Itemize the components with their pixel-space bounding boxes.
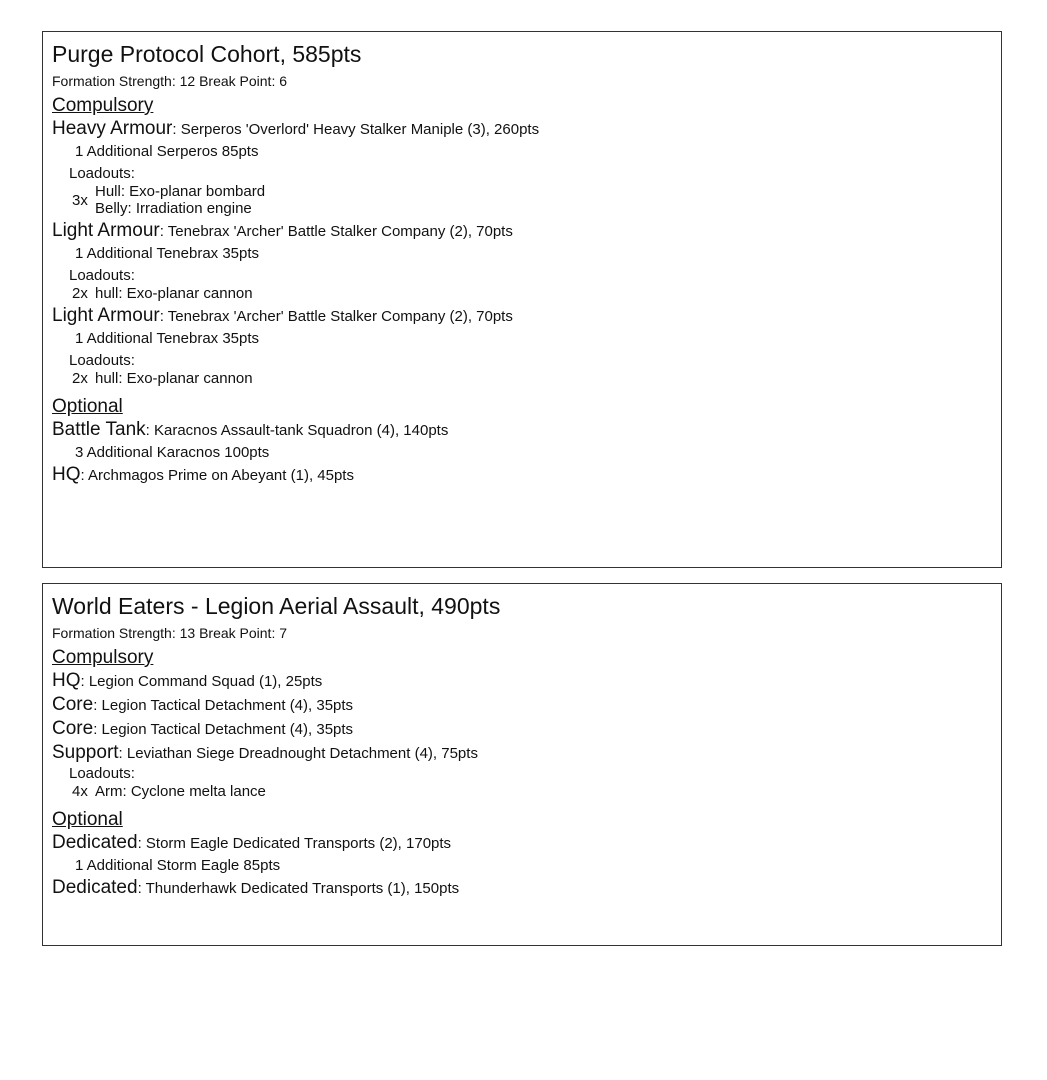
additional-units: 3 Additional Karacnos 100pts [75,444,270,461]
unit-description: : Tenebrax 'Archer' Battle Stalker Company (2), 70pts [159,308,513,325]
unit-entry [52,831,992,855]
loadouts-label: Loadouts: [69,267,135,284]
additional-units: 1 Additional Serperos 85pts [75,143,259,160]
formation-strength: Formation Strength: 12 Break Point: 6 [52,73,288,89]
formation-title: World Eaters - Legion Aerial Assault, 490pts [52,593,501,619]
loadout-items [95,285,253,302]
loadout-items [95,370,253,387]
unit-description: : Legion Tactical Detachment (4), 35pts [93,721,354,738]
unit-description: : Thunderhawk Dedicated Transports (1), 150pts [137,880,460,897]
formation-card [42,31,1002,568]
loadouts-label: Loadouts: [69,765,135,782]
loadout-items [95,183,265,217]
formation-strength: Formation Strength: 13 Break Point: 7 [52,625,288,641]
unit-role: Core [52,694,94,715]
unit-role: Battle Tank [52,419,146,440]
loadout-count: 2x [72,370,88,387]
unit-entry [52,876,992,900]
loadout-item: hull: Exo-planar cannon [95,285,253,302]
unit-role: HQ [52,464,81,485]
loadout-count: 4x [72,783,88,800]
loadout-row [69,285,992,302]
unit-role: Dedicated [52,832,138,853]
unit-entry [52,741,992,765]
unit-description: : Legion Tactical Detachment (4), 35pts [93,697,354,714]
unit-entry [52,463,992,487]
loadout-item: Belly: Irradiation engine [95,200,252,217]
additional-units: 1 Additional Storm Eagle 85pts [75,857,281,874]
unit-entry [52,717,992,741]
loadout-count: 2x [72,285,88,302]
formation-title: Purge Protocol Cohort, 585pts [52,41,362,67]
unit-role: Core [52,718,94,739]
loadout-items [95,783,266,800]
loadouts-label: Loadouts: [69,165,135,182]
unit-entry [52,304,992,328]
unit-description: : Archmagos Prime on Abeyant (1), 45pts [80,467,354,484]
loadout-row [69,370,992,387]
loadout-item: Arm: Cyclone melta lance [95,783,266,800]
unit-description: : Legion Command Squad (1), 25pts [80,673,323,690]
formation-card [42,583,1002,946]
loadout-count: 3x [72,191,88,209]
unit-role: Heavy Armour [52,118,173,139]
optional-heading: Optional [52,809,123,830]
loadouts-label: Loadouts: [69,352,135,369]
loadouts [52,765,992,800]
loadouts [52,352,992,387]
unit-role: Light Armour [52,220,160,241]
compulsory-heading: Compulsory [52,647,154,668]
additional-units: 1 Additional Tenebrax 35pts [75,245,260,262]
unit-description: : Tenebrax 'Archer' Battle Stalker Company (2), 70pts [159,223,513,240]
loadouts [52,267,992,302]
additional-units: 1 Additional Tenebrax 35pts [75,330,260,347]
unit-entry [52,669,992,693]
optional-heading: Optional [52,396,123,417]
loadouts [52,165,992,217]
unit-entry [52,117,992,141]
unit-description: : Serperos 'Overlord' Heavy Stalker Maniple (3), 260pts [172,121,540,138]
unit-description: : Karacnos Assault-tank Squadron (4), 140pts [145,422,449,439]
unit-description: : Leviathan Siege Dreadnought Detachment (4), 75pts [118,745,478,762]
compulsory-heading: Compulsory [52,95,154,116]
unit-role: Light Armour [52,305,160,326]
unit-entry [52,418,992,442]
loadout-row [69,783,992,800]
unit-role: Dedicated [52,877,138,898]
unit-role: HQ [52,670,81,691]
loadout-item: hull: Exo-planar cannon [95,370,253,387]
unit-description: : Storm Eagle Dedicated Transports (2), 170pts [137,835,452,852]
unit-role: Support [52,742,119,763]
loadout-row [69,183,992,217]
loadout-item: Hull: Exo-planar bombard [95,183,266,200]
unit-entry [52,693,992,717]
unit-entry [52,219,992,243]
